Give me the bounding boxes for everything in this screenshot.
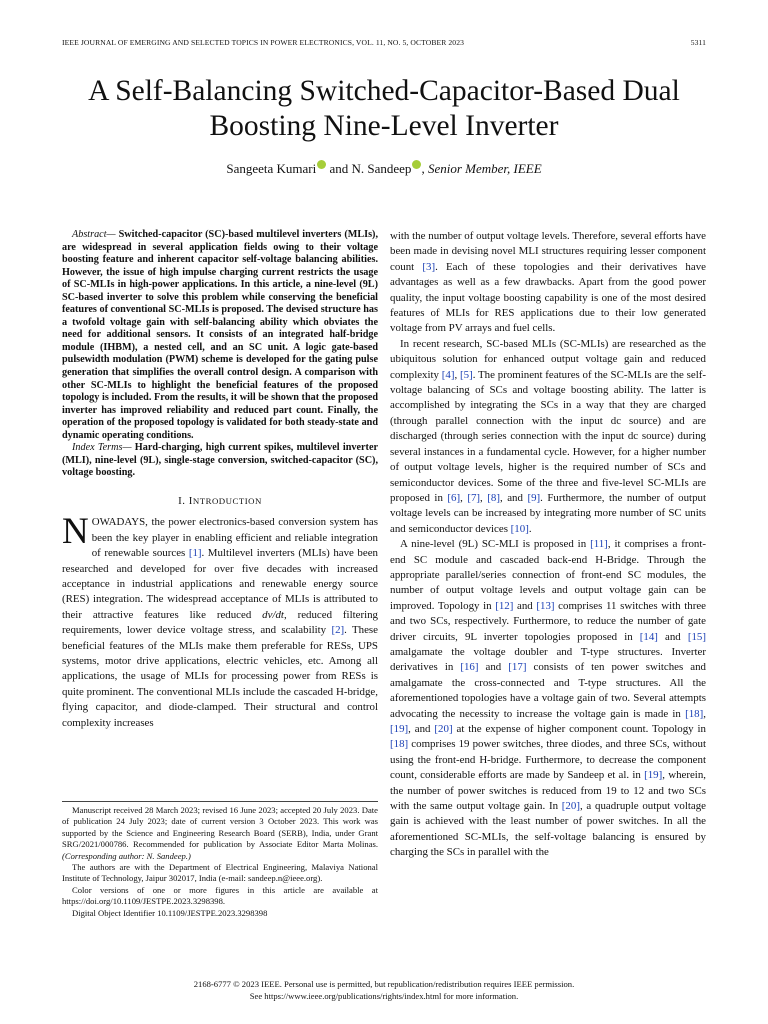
citation-link[interactable]: [15]: [687, 630, 707, 643]
drop-cap: N: [62, 511, 89, 553]
paper-title: [40, 74, 728, 144]
citation-link[interactable]: [13]: [536, 599, 555, 612]
citation-link[interactable]: [5]: [460, 368, 473, 381]
citation-link[interactable]: [12]: [495, 599, 514, 612]
footnote-color: Color versions of one or more figures in this article are available at https://doi.org/10.1109/JESTPE.2023.3298398.: [62, 884, 378, 907]
citation-link[interactable]: [11]: [590, 538, 608, 551]
citation-link[interactable]: [6]: [447, 491, 461, 504]
orcid-icon[interactable]: [317, 160, 326, 169]
running-header: [62, 38, 706, 52]
citation-link[interactable]: [7]: [467, 491, 481, 504]
index-terms-label: Index Terms—: [72, 442, 132, 454]
abstract: [62, 229, 378, 442]
copyright-footer: [40, 978, 728, 1002]
citation-link[interactable]: [18]: [390, 738, 409, 751]
body-paragraph: In recent research, SC-based MLIs (SC-MLIs) are researched as the ubiquitous solution for enhanced output voltage gain and reduced complexity [4], [5]. The prominent features of the SC-MLIs are the self-voltage balancing of SCs and voltage boosting ability. The latter is accomplished by integrating the SCs in a way that they are charged (through parallel connection with the input dc source) and are discharged (through series connection with the input dc source) during several instances in a fundamental cycle. However, for a higher number of output voltage levels, higher is the required number of SCs and semiconductor devices. Some of the three and five-level SC-MLIs are proposed in [6], [7], [8], and [9]. Furthermore, the number of output voltage levels can be increased by integrating more number of SC units and semiconductor devices [10].: [390, 337, 706, 535]
citation-link[interactable]: [19]: [390, 723, 409, 735]
citation-link[interactable]: [18]: [685, 707, 704, 720]
footnote-manuscript: Manuscript received 28 March 2023; revised 16 June 2023; accepted 20 July 2023. Date of publication 24 July 2023; date of current version 3 October 2023. This work was supported by the Science and Engineering Research Board (SERB), India, under Grant SRG/2021/000786. Recommended for publication by Associate Editor Marta Molinas. (Corresponding author: N. Sandeep.): [62, 805, 378, 861]
intro-paragraph: NOWADAYS, the power electronics-based conversion system has been the key player in enabling efficient and reliable integration of renewable sources [1]. Multilevel inverters (MLIs) have been researched and developed for over five decades with increased acceptance in industrial applications and renewable energy source (RES) integration. The widespread acceptance of MLIs is attributed to their attractive features like reduced dv/dt, reduced filtering requirements, lower device voltage stress, and scalability [2]. These beneficial features of the MLIs make them preferable for RESs, UPS systems, motor drive applications, electric vehicles, etc. Among all applications, the usage of MLIs for processing power from RESs is quite prominent. The conventional MLIs include the cascaded H-bridge, flying capacitor, and diode-clamped. Their structural and control complexity increases: [62, 511, 378, 729]
author-line: Sangeeta Kumari and N. Sandeep , Senior Member, IEEE: [226, 161, 542, 176]
citation-link[interactable]: [14]: [639, 630, 658, 643]
author-2: and N. Sandeep: [326, 161, 412, 176]
citation-link[interactable]: [4]: [441, 368, 455, 381]
citation-link[interactable]: [20]: [434, 723, 453, 735]
author-1: Sangeeta Kumari: [226, 161, 317, 176]
title-line-1: A Self-Balancing Switched-Capacitor-Based Dual: [88, 75, 680, 107]
footnote-affiliation: The authors are with the Department of Electrical Engineering, Malaviya National Institute of Technology, Jaipur 302017, India (e-mail: sandeep.n@ieee.org).: [62, 862, 378, 884]
citation-link[interactable]: [16]: [460, 661, 479, 674]
footnotes: [62, 801, 378, 919]
journal-name: IEEE JOURNAL OF EMERGING AND SELECTED TOPICS IN POWER ELECTRONICS, VOL. 11, NO. 5, OCTOBER 2023: [62, 38, 464, 47]
footnote-doi: Digital Object Identifier 10.1109/JESTPE.2023.3298398: [72, 907, 268, 918]
citation-link[interactable]: [9]: [527, 491, 541, 504]
page-number: 5311: [690, 38, 706, 47]
author-role: Senior Member, IEEE: [427, 161, 542, 176]
index-terms: [62, 442, 378, 480]
index-terms-text: Hard-charging, high current spikes, multilevel inverter (MLI), nine-level (9L), single-stage conversion, switched-capacitor (SC), voltage boosting.: [62, 442, 378, 479]
copyright-line: 2168-6777 © 2023 IEEE. Personal use is permitted, but republication/redistribution requires IEEE permission.: [193, 979, 575, 989]
left-column: [62, 229, 378, 731]
citation-link[interactable]: [1]: [188, 547, 202, 560]
citation-link[interactable]: [2]: [331, 624, 345, 637]
body-paragraph: with the number of output voltage levels. Therefore, several efforts have been made in devising novel MLI structures requiring lesser component count [3]. Each of these topologies and their derivatives have advantages as well as a few drawbacks. Apart from the good power quality, the input voltage boosting capability is one of the most desired features of MLIs for RES applications due to their low generated voltage from PV arrays and fuel cells.: [390, 230, 706, 335]
citation-link[interactable]: [17]: [508, 661, 527, 674]
citation-link[interactable]: [20]: [561, 800, 580, 813]
abstract-label: Abstract—: [72, 229, 116, 240]
citation-link[interactable]: [10]: [510, 522, 529, 535]
citation-link[interactable]: [8]: [487, 491, 500, 504]
abstract-text: Switched-capacitor (SC)-based multilevel inverters (MLIs), are widespread in several application fields owing to their voltage boosting feature and inherent capacitor self-voltage balancing abilities. However, the issue of high impulse charging current restricts the usage of SC-MLIs in high-power applications. In this article, a nine-level (9L) SC-based inverter to solve this problem while conserving the beneficial features of conventional SC-MLIs is proposed. The devised structure has a twofold voltage gain with self-balancing ability which obviates the need for additional sensors. It consists of an integrated half-bridge module (IHBM), a nested cell, and an SC unit. A logic gate-based pulsewidth modulation (PWM) scheme is developed for the gating pulse generation that simplifies the overall control design. A comparison with other SC-MLIs to highlight the beneficial features of the proposed topology is included. From the results, it will be shown that the proposed inverter has improved reliability and reduced part count. Finally, the operation of the proposed topology is validated for both steady-state and dynamic operating conditions.: [62, 229, 378, 441]
citation-link[interactable]: [3]: [422, 260, 436, 273]
citation-link[interactable]: [19]: [644, 769, 663, 782]
section-heading: I. INTRODUCTION: [178, 494, 262, 507]
rights-link-line: See https://www.ieee.org/publications/rights/index.html for more information.: [249, 991, 519, 1001]
body-paragraph: A nine-level (9L) SC-MLI is proposed in [11], it comprises a front-end SC module and cascaded back-end H-Bridge. Through the appropriate parallel/series connection of front-end SC modules, the number of output voltage levels and output voltage gain can be improved. Topology in [12] and [13] comprises 11 switches with three and two SCs, respectively. Furthermore, to reduce the number of gate driver circuits, 9L inverter topologies proposed in [14] and [15] amalgamate the voltage doubler and T-type structures. Inverter derivatives in [16] and [17] consists of ten power switches and amalgamate the cross-connected and T-type structures. All the aforementioned topologies have a voltage gain of two. Several attempts advocating the necessity to increase the voltage gain is made in [18], [19], and [20] at the expense of higher component count. Topology in [18] comprises 19 power switches, three diodes, and three SCs, without using the front-end H-bridge. Furthermore, to decrease the component count, considerable efforts are made by Sandeep et al. in [19], wherein, the number of power switches is reduced from 19 to 12 and two SCs with the same output voltage gain. In [20], a quadruple output voltage gain is achieved with the least number of power switches. In all the aforementioned SC-MLIs, the self-voltage balancing is ensured by charging the SCs in parallel with the: [390, 538, 707, 859]
right-column: [390, 229, 706, 861]
title-line-2: Boosting Nine-Level Inverter: [209, 110, 559, 142]
